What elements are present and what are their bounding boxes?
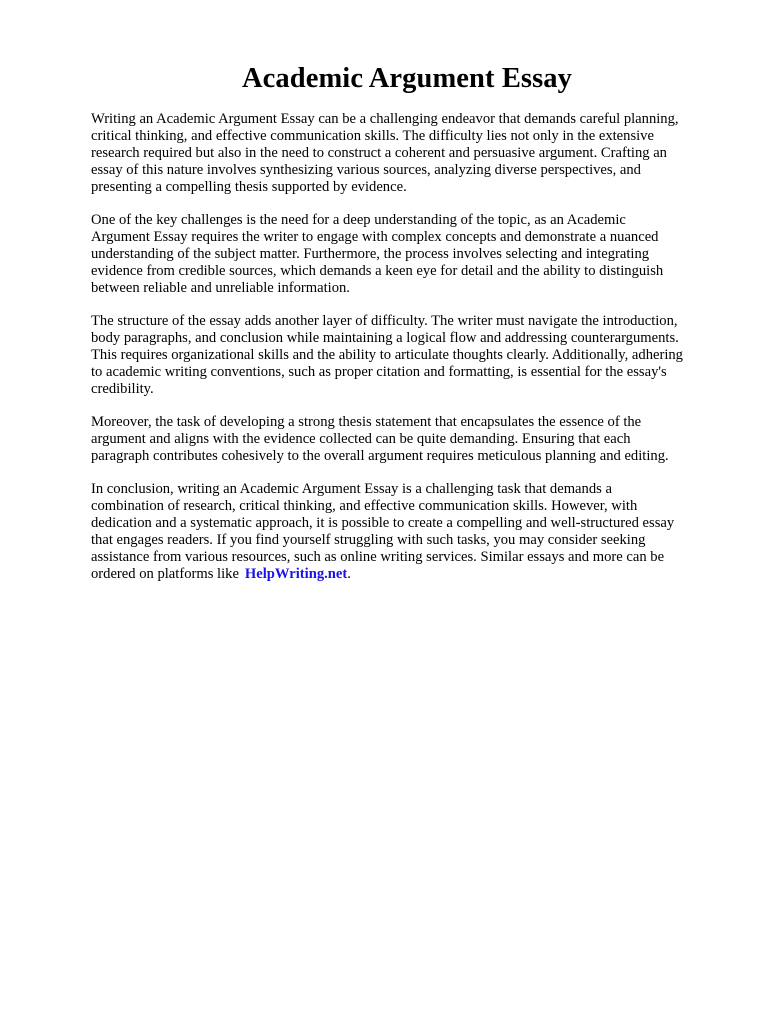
paragraph-4	[91, 414, 731, 465]
text-line: credibility.	[91, 381, 154, 397]
text-line: argument and aligns with the evidence collected can be quite demanding. Ensuring that each	[91, 431, 631, 447]
link-suffix-text: .	[347, 566, 351, 582]
text-line: dedication and a systematic approach, it is possible to create a compelling and well-structured essay	[91, 515, 675, 531]
text-line: Writing an Academic Argument Essay can be a challenging endeavor that demands careful planning,	[91, 111, 679, 127]
text-line: between reliable and unreliable information.	[91, 280, 350, 296]
paragraph-2	[91, 212, 731, 297]
text-line: that engages readers. If you find yourself struggling with such tasks, you may consider seeking	[91, 532, 646, 548]
text-line: presenting a compelling thesis supported by evidence.	[91, 179, 407, 195]
text-line: essay of this nature involves synthesizing various sources, analyzing diverse perspectives, and	[91, 162, 641, 178]
text-line: evidence from credible sources, which demands a keen eye for detail and the ability to distinguish	[91, 263, 664, 279]
text-line-with-link	[91, 566, 731, 583]
paragraph-1	[91, 111, 731, 196]
helpwriting-link[interactable]: HelpWriting.net	[244, 566, 348, 582]
text-line: combination of research, critical thinking, and effective communication skills. However, with	[91, 498, 638, 514]
text-line: research required but also in the need to construct a coherent and persuasive argument. Crafting an	[91, 145, 667, 161]
link-prefix-text: ordered on platforms like	[91, 566, 239, 582]
text-line: assistance from various resources, such as online writing services. Similar essays and more can be	[91, 549, 665, 565]
text-line: In conclusion, writing an Academic Argument Essay is a challenging task that demands a	[91, 481, 612, 497]
document-body	[91, 111, 731, 599]
text-line: Moreover, the task of developing a strong thesis statement that encapsulates the essence of the	[91, 414, 642, 430]
text-line: paragraph contributes cohesively to the overall argument requires meticulous planning and editing.	[91, 448, 669, 464]
text-line: body paragraphs, and conclusion while maintaining a logical flow and addressing counterarguments.	[91, 330, 679, 346]
text-line: to academic writing conventions, such as proper citation and formatting, is essential for the essay's	[91, 364, 667, 380]
text-line: The structure of the essay adds another layer of difficulty. The writer must navigate the introduction,	[91, 313, 678, 329]
text-line: One of the key challenges is the need for a deep understanding of the topic, as an Academic	[91, 212, 626, 228]
paragraph-3	[91, 313, 731, 398]
text-line: critical thinking, and effective communication skills. The difficulty lies not only in the extensive	[91, 128, 654, 144]
text-line: Argument Essay requires the writer to engage with complex concepts and demonstrate a nuanced	[91, 229, 659, 245]
paragraph-5	[91, 481, 731, 583]
text-line: understanding of the subject matter. Furthermore, the process involves selecting and integrating	[91, 246, 650, 262]
document-title: Academic Argument Essay	[241, 63, 573, 94]
text-line: This requires organizational skills and the ability to articulate thoughts clearly. Additionally, adhering	[91, 347, 683, 363]
